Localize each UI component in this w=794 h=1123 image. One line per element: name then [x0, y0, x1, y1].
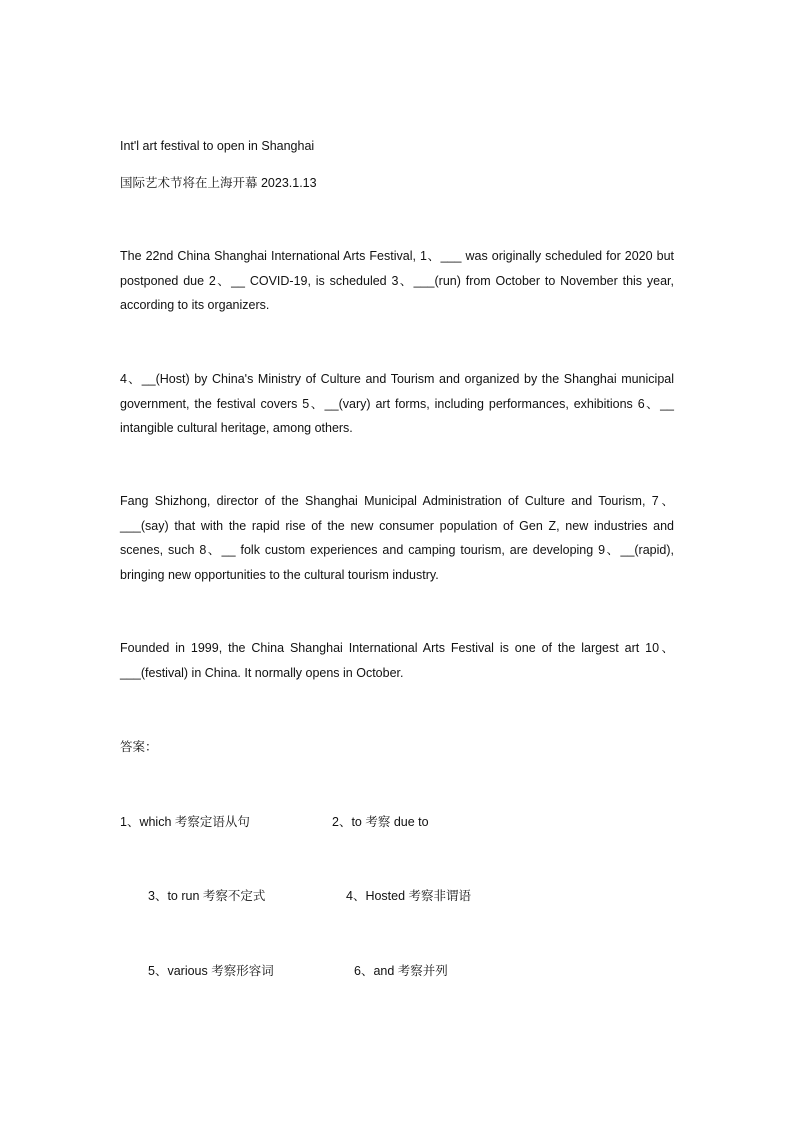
paragraph-1: The 22nd China Shanghai International Arts Festival, 1、___ was originally scheduled for 2020 but postponed due 2、__ COVID-19, is scheduled 3、___(run) from October to November this year, according to its organizers.	[120, 249, 674, 312]
title-chinese: 国际艺术节将在上海开幕 2023.1.13	[120, 176, 317, 190]
paragraph-2: 4、__(Host) by China's Ministry of Culture and Tourism and organized by the Shanghai municipal government, the festival covers 5、__(vary) art forms, including performances, exhibitions 6、__ intangible cultural heritage, among others.	[120, 372, 674, 435]
paragraph-3: Fang Shizhong, director of the Shanghai Municipal Administration of Culture and Tourism, 7、___(say) that with the rapid rise of the new consumer population of Gen Z, new industries and scenes, such 8、__ folk custom experiences and camping tourism, are developing 9、__(rapid), bringing new opportunities to the cultural tourism industry.	[120, 494, 674, 582]
title-english: Int'l art festival to open in Shanghai	[120, 139, 315, 153]
answers-label: 答案：	[120, 740, 158, 754]
answer-3: 3、to run 考察不定式	[148, 889, 266, 903]
answer-6: 6、and 考察并列	[354, 964, 448, 978]
answer-1: 1、which 考察定语从句	[120, 815, 250, 829]
paragraph-4: Founded in 1999, the China Shanghai International Arts Festival is one of the largest art 10、___(festival) in China. It normally opens in October.	[120, 641, 674, 680]
answer-4: 4、Hosted 考察非谓语	[346, 889, 472, 903]
answer-2: 2、to 考察 due to	[332, 815, 429, 829]
answer-5: 5、various 考察形容词	[148, 964, 274, 978]
